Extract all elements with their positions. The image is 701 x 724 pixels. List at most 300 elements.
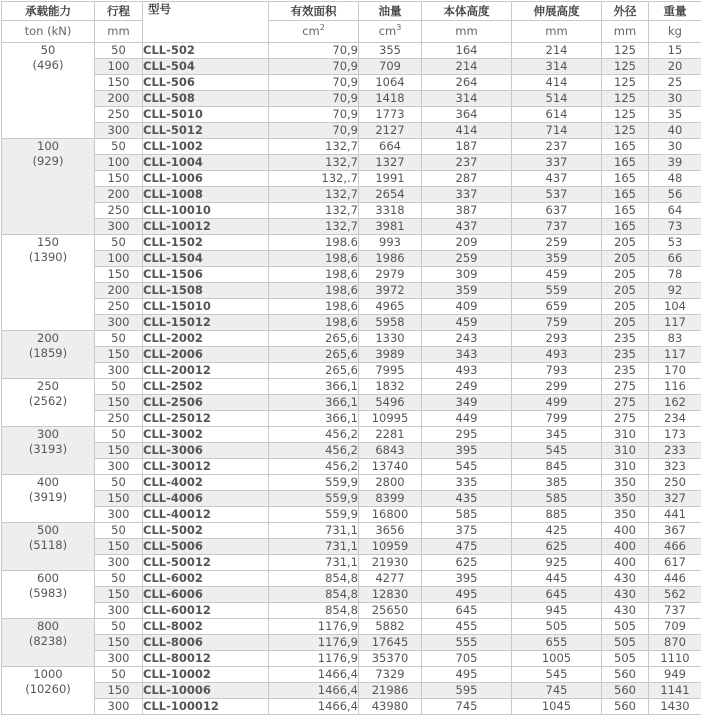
model-cell: CLL-5002 xyxy=(143,523,269,539)
diameter-cell: 430 xyxy=(602,603,649,619)
model-cell: CLL-502 xyxy=(143,43,269,59)
capacity-ton: 500 xyxy=(2,523,94,538)
diameter-cell: 205 xyxy=(602,315,649,331)
capacity-kn: (5118) xyxy=(2,538,94,553)
oil-cell: 1330 xyxy=(359,331,422,347)
capacity-cell xyxy=(2,475,95,523)
area-cell: 265,6 xyxy=(269,331,359,347)
height-cell: 595 xyxy=(422,683,512,699)
table-row xyxy=(2,395,701,411)
weight-cell: 562 xyxy=(649,587,701,603)
stroke-cell: 150 xyxy=(95,171,143,187)
weight-cell: 15 xyxy=(649,43,701,59)
table-row xyxy=(2,459,701,475)
model-cell: CLL-10002 xyxy=(143,667,269,683)
extended-cell: 759 xyxy=(512,315,602,331)
area-cell: 132,7 xyxy=(269,203,359,219)
area-cell: 456,2 xyxy=(269,459,359,475)
model-cell: CLL-10012 xyxy=(143,219,269,235)
extended-cell: 545 xyxy=(512,667,602,683)
oil-cell: 5882 xyxy=(359,619,422,635)
area-cell: 1176,9 xyxy=(269,619,359,635)
height-cell: 264 xyxy=(422,75,512,91)
area-cell: 198,6 xyxy=(269,299,359,315)
weight-cell: 78 xyxy=(649,267,701,283)
diameter-cell: 235 xyxy=(602,363,649,379)
extended-cell: 445 xyxy=(512,571,602,587)
diameter-cell: 505 xyxy=(602,635,649,651)
height-cell: 249 xyxy=(422,379,512,395)
oil-cell: 2281 xyxy=(359,427,422,443)
capacity-kn: (10260) xyxy=(2,682,94,697)
weight-cell: 233 xyxy=(649,443,701,459)
height-cell: 164 xyxy=(422,43,512,59)
weight-cell: 92 xyxy=(649,283,701,299)
unit-weight: kg xyxy=(649,21,701,43)
model-cell: CLL-1508 xyxy=(143,283,269,299)
oil-cell: 3989 xyxy=(359,347,422,363)
table-row xyxy=(2,123,701,139)
diameter-cell: 275 xyxy=(602,411,649,427)
oil-cell: 12830 xyxy=(359,587,422,603)
capacity-kn: (1390) xyxy=(2,250,94,265)
table-row xyxy=(2,699,701,715)
diameter-cell: 235 xyxy=(602,331,649,347)
table-row xyxy=(2,299,701,315)
model-cell: CLL-6006 xyxy=(143,587,269,603)
extended-cell: 293 xyxy=(512,331,602,347)
model-cell: CLL-40012 xyxy=(143,507,269,523)
diameter-cell: 205 xyxy=(602,235,649,251)
stroke-cell: 300 xyxy=(95,555,143,571)
stroke-cell: 150 xyxy=(95,395,143,411)
model-cell: CLL-50012 xyxy=(143,555,269,571)
height-cell: 314 xyxy=(422,91,512,107)
diameter-cell: 205 xyxy=(602,299,649,315)
diameter-cell: 165 xyxy=(602,203,649,219)
model-cell: CLL-504 xyxy=(143,59,269,75)
area-cell: 70,9 xyxy=(269,107,359,123)
capacity-ton: 150 xyxy=(2,235,94,250)
table-row xyxy=(2,683,701,699)
stroke-cell: 150 xyxy=(95,539,143,555)
oil-cell: 1991 xyxy=(359,171,422,187)
area-cell: 198,6 xyxy=(269,267,359,283)
area-cell: 1176,9 xyxy=(269,651,359,667)
model-cell: CLL-15012 xyxy=(143,315,269,331)
weight-cell: 35 xyxy=(649,107,701,123)
model-cell: CLL-30012 xyxy=(143,459,269,475)
area-cell: 132,7 xyxy=(269,139,359,155)
table-row xyxy=(2,635,701,651)
stroke-cell: 300 xyxy=(95,699,143,715)
col-header-oil: 油量 xyxy=(359,2,422,21)
height-cell: 459 xyxy=(422,315,512,331)
area-cell: 198,6 xyxy=(269,251,359,267)
model-cell: CLL-506 xyxy=(143,75,269,91)
diameter-cell: 275 xyxy=(602,395,649,411)
stroke-cell: 50 xyxy=(95,427,143,443)
stroke-cell: 300 xyxy=(95,459,143,475)
height-cell: 287 xyxy=(422,171,512,187)
model-cell: CLL-1008 xyxy=(143,187,269,203)
stroke-cell: 200 xyxy=(95,283,143,299)
capacity-cell xyxy=(2,667,95,715)
oil-cell: 709 xyxy=(359,59,422,75)
table-row xyxy=(2,523,701,539)
extended-cell: 793 xyxy=(512,363,602,379)
height-cell: 455 xyxy=(422,619,512,635)
height-cell: 705 xyxy=(422,651,512,667)
area-cell: 70,9 xyxy=(269,43,359,59)
model-cell: CLL-1004 xyxy=(143,155,269,171)
extended-cell: 625 xyxy=(512,539,602,555)
extended-cell: 425 xyxy=(512,523,602,539)
height-cell: 237 xyxy=(422,155,512,171)
stroke-cell: 50 xyxy=(95,571,143,587)
oil-cell: 3318 xyxy=(359,203,422,219)
area-cell: 366,1 xyxy=(269,395,359,411)
capacity-ton: 50 xyxy=(2,43,94,58)
extended-cell: 237 xyxy=(512,139,602,155)
weight-cell: 323 xyxy=(649,459,701,475)
capacity-kn: (496) xyxy=(2,58,94,73)
extended-cell: 945 xyxy=(512,603,602,619)
extended-cell: 505 xyxy=(512,619,602,635)
oil-cell: 13740 xyxy=(359,459,422,475)
weight-cell: 327 xyxy=(649,491,701,507)
extended-cell: 514 xyxy=(512,91,602,107)
weight-cell: 117 xyxy=(649,315,701,331)
model-cell: CLL-2006 xyxy=(143,347,269,363)
table-row xyxy=(2,603,701,619)
diameter-cell: 560 xyxy=(602,667,649,683)
diameter-cell: 430 xyxy=(602,587,649,603)
extended-cell: 437 xyxy=(512,171,602,187)
weight-cell: 1110 xyxy=(649,651,701,667)
diameter-cell: 125 xyxy=(602,107,649,123)
height-cell: 364 xyxy=(422,107,512,123)
diameter-cell: 165 xyxy=(602,139,649,155)
extended-cell: 359 xyxy=(512,251,602,267)
col-header-height: 本体高度 xyxy=(422,2,512,21)
table-row xyxy=(2,315,701,331)
oil-cell: 1773 xyxy=(359,107,422,123)
diameter-cell: 205 xyxy=(602,283,649,299)
weight-cell: 117 xyxy=(649,347,701,363)
diameter-cell: 205 xyxy=(602,267,649,283)
capacity-kn: (929) xyxy=(2,154,94,169)
diameter-cell: 350 xyxy=(602,475,649,491)
extended-cell: 885 xyxy=(512,507,602,523)
table-row xyxy=(2,363,701,379)
table-row xyxy=(2,555,701,571)
stroke-cell: 200 xyxy=(95,187,143,203)
oil-cell: 3972 xyxy=(359,283,422,299)
capacity-cell xyxy=(2,571,95,619)
height-cell: 475 xyxy=(422,539,512,555)
extended-cell: 585 xyxy=(512,491,602,507)
table-row xyxy=(2,43,701,59)
diameter-cell: 505 xyxy=(602,619,649,635)
oil-cell: 1986 xyxy=(359,251,422,267)
capacity-cell xyxy=(2,139,95,235)
diameter-cell: 350 xyxy=(602,507,649,523)
extended-cell: 655 xyxy=(512,635,602,651)
extended-cell: 714 xyxy=(512,123,602,139)
capacity-ton: 400 xyxy=(2,475,94,490)
diameter-cell: 125 xyxy=(602,43,649,59)
model-cell: CLL-2506 xyxy=(143,395,269,411)
height-cell: 209 xyxy=(422,235,512,251)
area-cell: 1176,9 xyxy=(269,635,359,651)
weight-cell: 30 xyxy=(649,139,701,155)
capacity-cell xyxy=(2,235,95,331)
height-cell: 343 xyxy=(422,347,512,363)
unit-diameter: mm xyxy=(602,21,649,43)
stroke-cell: 100 xyxy=(95,59,143,75)
stroke-cell: 100 xyxy=(95,155,143,171)
area-cell: 854,8 xyxy=(269,587,359,603)
weight-cell: 617 xyxy=(649,555,701,571)
table-row xyxy=(2,171,701,187)
height-cell: 745 xyxy=(422,699,512,715)
height-cell: 395 xyxy=(422,443,512,459)
model-cell: CLL-10010 xyxy=(143,203,269,219)
diameter-cell: 430 xyxy=(602,571,649,587)
height-cell: 214 xyxy=(422,59,512,75)
weight-cell: 48 xyxy=(649,171,701,187)
height-cell: 495 xyxy=(422,667,512,683)
extended-cell: 337 xyxy=(512,155,602,171)
area-cell: 731,1 xyxy=(269,555,359,571)
weight-cell: 53 xyxy=(649,235,701,251)
height-cell: 555 xyxy=(422,635,512,651)
extended-cell: 345 xyxy=(512,427,602,443)
oil-cell: 2654 xyxy=(359,187,422,203)
oil-cell: 2979 xyxy=(359,267,422,283)
height-cell: 295 xyxy=(422,427,512,443)
oil-cell: 355 xyxy=(359,43,422,59)
stroke-cell: 300 xyxy=(95,651,143,667)
table-row xyxy=(2,587,701,603)
oil-cell: 664 xyxy=(359,139,422,155)
capacity-kn: (3193) xyxy=(2,442,94,457)
area-cell: 559,9 xyxy=(269,475,359,491)
stroke-cell: 50 xyxy=(95,379,143,395)
height-cell: 375 xyxy=(422,523,512,539)
model-cell: CLL-2502 xyxy=(143,379,269,395)
extended-cell: 737 xyxy=(512,219,602,235)
model-cell: CLL-15010 xyxy=(143,299,269,315)
oil-cell: 1832 xyxy=(359,379,422,395)
stroke-cell: 250 xyxy=(95,107,143,123)
weight-cell: 116 xyxy=(649,379,701,395)
stroke-cell: 50 xyxy=(95,139,143,155)
oil-cell: 10959 xyxy=(359,539,422,555)
extended-cell: 314 xyxy=(512,59,602,75)
oil-cell: 4277 xyxy=(359,571,422,587)
oil-cell: 25650 xyxy=(359,603,422,619)
diameter-cell: 235 xyxy=(602,347,649,363)
model-cell: CLL-5006 xyxy=(143,539,269,555)
table-row xyxy=(2,475,701,491)
height-cell: 187 xyxy=(422,139,512,155)
extended-cell: 299 xyxy=(512,379,602,395)
weight-cell: 39 xyxy=(649,155,701,171)
stroke-cell: 150 xyxy=(95,443,143,459)
table-row xyxy=(2,187,701,203)
area-cell: 731,1 xyxy=(269,539,359,555)
capacity-ton: 100 xyxy=(2,139,94,154)
height-cell: 243 xyxy=(422,331,512,347)
unit-capacity: ton (kN) xyxy=(2,21,95,43)
weight-cell: 30 xyxy=(649,91,701,107)
table-row xyxy=(2,203,701,219)
extended-cell: 414 xyxy=(512,75,602,91)
height-cell: 335 xyxy=(422,475,512,491)
header-row xyxy=(2,2,701,21)
capacity-kn: (5983) xyxy=(2,586,94,601)
height-cell: 259 xyxy=(422,251,512,267)
model-cell: CLL-5010 xyxy=(143,107,269,123)
height-cell: 309 xyxy=(422,267,512,283)
table-row xyxy=(2,139,701,155)
stroke-cell: 50 xyxy=(95,331,143,347)
col-header-weight: 重量 xyxy=(649,2,701,21)
weight-cell: 1141 xyxy=(649,683,701,699)
weight-cell: 441 xyxy=(649,507,701,523)
area-cell: 70,9 xyxy=(269,91,359,107)
model-cell: CLL-1006 xyxy=(143,171,269,187)
oil-cell: 1064 xyxy=(359,75,422,91)
capacity-cell xyxy=(2,331,95,379)
area-cell: 198.6 xyxy=(269,235,359,251)
model-cell: CLL-8002 xyxy=(143,619,269,635)
capacity-kn: (8238) xyxy=(2,634,94,649)
weight-cell: 64 xyxy=(649,203,701,219)
stroke-cell: 200 xyxy=(95,91,143,107)
oil-cell: 21930 xyxy=(359,555,422,571)
weight-cell: 870 xyxy=(649,635,701,651)
stroke-cell: 50 xyxy=(95,235,143,251)
stroke-cell: 250 xyxy=(95,203,143,219)
area-cell: 1466,4 xyxy=(269,683,359,699)
capacity-ton: 250 xyxy=(2,379,94,394)
diameter-cell: 165 xyxy=(602,171,649,187)
model-cell: CLL-4002 xyxy=(143,475,269,491)
weight-cell: 234 xyxy=(649,411,701,427)
extended-cell: 559 xyxy=(512,283,602,299)
table-row xyxy=(2,427,701,443)
height-cell: 493 xyxy=(422,363,512,379)
unit-extended: mm xyxy=(512,21,602,43)
table-row xyxy=(2,91,701,107)
weight-cell: 737 xyxy=(649,603,701,619)
table-row xyxy=(2,443,701,459)
spec-table-body xyxy=(2,43,701,715)
area-cell: 198,6 xyxy=(269,283,359,299)
col-header-capacity: 承载能力 xyxy=(2,2,95,21)
table-row xyxy=(2,251,701,267)
diameter-cell: 125 xyxy=(602,75,649,91)
capacity-ton: 200 xyxy=(2,331,94,346)
weight-cell: 466 xyxy=(649,539,701,555)
oil-cell: 7995 xyxy=(359,363,422,379)
diameter-cell: 165 xyxy=(602,155,649,171)
extended-cell: 499 xyxy=(512,395,602,411)
table-row xyxy=(2,235,701,251)
weight-cell: 949 xyxy=(649,667,701,683)
height-cell: 585 xyxy=(422,507,512,523)
model-cell: CLL-8006 xyxy=(143,635,269,651)
capacity-cell xyxy=(2,43,95,139)
stroke-cell: 50 xyxy=(95,667,143,683)
oil-cell: 16800 xyxy=(359,507,422,523)
diameter-cell: 125 xyxy=(602,123,649,139)
extended-cell: 1005 xyxy=(512,651,602,667)
oil-cell: 2127 xyxy=(359,123,422,139)
diameter-cell: 125 xyxy=(602,91,649,107)
weight-cell: 66 xyxy=(649,251,701,267)
extended-cell: 545 xyxy=(512,443,602,459)
height-cell: 495 xyxy=(422,587,512,603)
stroke-cell: 50 xyxy=(95,43,143,59)
oil-cell: 2800 xyxy=(359,475,422,491)
diameter-cell: 275 xyxy=(602,379,649,395)
extended-cell: 745 xyxy=(512,683,602,699)
model-cell: CLL-1506 xyxy=(143,267,269,283)
oil-cell: 993 xyxy=(359,235,422,251)
model-cell: CLL-5012 xyxy=(143,123,269,139)
area-cell: 1466,4 xyxy=(269,667,359,683)
unit-row xyxy=(2,21,701,43)
weight-cell: 104 xyxy=(649,299,701,315)
oil-cell: 5496 xyxy=(359,395,422,411)
stroke-cell: 150 xyxy=(95,267,143,283)
oil-cell: 43980 xyxy=(359,699,422,715)
capacity-ton: 300 xyxy=(2,427,94,442)
stroke-cell: 150 xyxy=(95,683,143,699)
model-cell: CLL-25012 xyxy=(143,411,269,427)
oil-cell: 17645 xyxy=(359,635,422,651)
table-row xyxy=(2,379,701,395)
oil-cell: 35370 xyxy=(359,651,422,667)
table-row xyxy=(2,59,701,75)
diameter-cell: 400 xyxy=(602,539,649,555)
model-cell: CLL-6002 xyxy=(143,571,269,587)
extended-cell: 537 xyxy=(512,187,602,203)
area-cell: 132,7 xyxy=(269,187,359,203)
oil-cell: 3981 xyxy=(359,219,422,235)
unit-stroke: mm xyxy=(95,21,143,43)
weight-cell: 173 xyxy=(649,427,701,443)
height-cell: 625 xyxy=(422,555,512,571)
height-cell: 409 xyxy=(422,299,512,315)
diameter-cell: 560 xyxy=(602,683,649,699)
extended-cell: 385 xyxy=(512,475,602,491)
table-row xyxy=(2,331,701,347)
area-cell: 366,1 xyxy=(269,411,359,427)
table-row xyxy=(2,75,701,91)
area-cell: 854,8 xyxy=(269,571,359,587)
table-row xyxy=(2,283,701,299)
extended-cell: 259 xyxy=(512,235,602,251)
area-cell: 731,1 xyxy=(269,523,359,539)
area-cell: 456,2 xyxy=(269,443,359,459)
weight-cell: 1430 xyxy=(649,699,701,715)
extended-cell: 214 xyxy=(512,43,602,59)
